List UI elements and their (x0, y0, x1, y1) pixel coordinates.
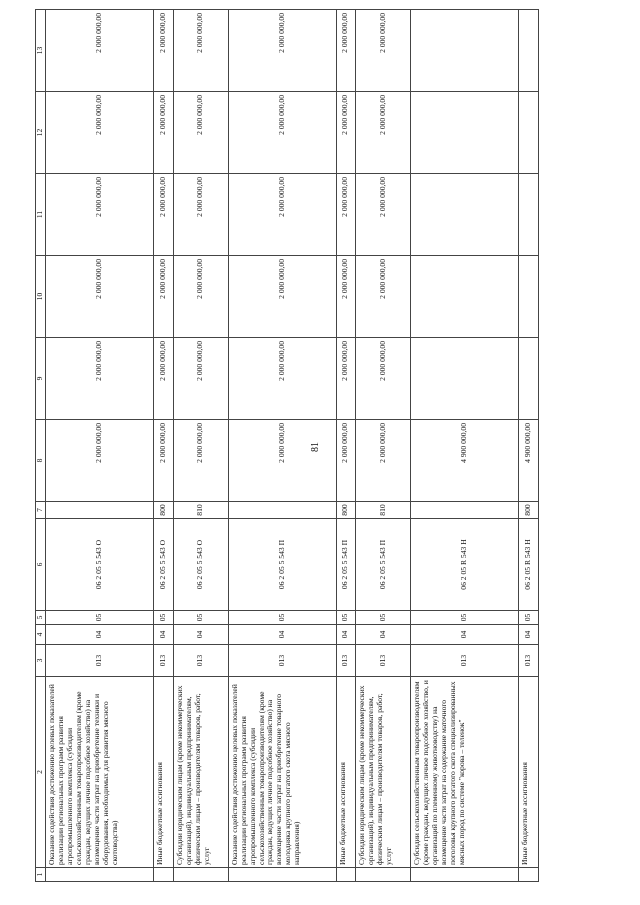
cell-code: 05 (153, 611, 173, 625)
table-row (356, 10, 411, 882)
cell-code: 013 (411, 645, 519, 677)
col-header: 8 (36, 420, 46, 502)
cell-code: 06 2 05 5 543 П (356, 519, 411, 611)
budget-table (35, 9, 539, 882)
cell-code: 04 (411, 625, 519, 645)
cell-amount: 2 000 000,00 (153, 10, 173, 92)
cell-code: 04 (356, 625, 411, 645)
cell-amount (411, 338, 519, 420)
table-row (411, 10, 519, 882)
cell-amount: 2 000 000,00 (153, 174, 173, 256)
col-header: 13 (36, 10, 46, 92)
cell-code: 06 2 05 5 543 О (153, 519, 173, 611)
cell-code: 05 (336, 611, 356, 625)
col-header: 1 (36, 868, 46, 882)
cell-code: 810 (173, 502, 228, 519)
col-header: 3 (36, 645, 46, 677)
cell-code: 06 2 05 R 543 Н (411, 519, 519, 611)
col-header: 12 (36, 92, 46, 174)
cell-code: 06 2 05 R 543 Н (519, 519, 539, 611)
cell-amount: 2 000 000,00 (46, 10, 154, 92)
table-row (153, 10, 173, 882)
cell-code: 04 (336, 625, 356, 645)
cell-amount (411, 92, 519, 174)
cell-amount: 2 000 000,00 (228, 92, 336, 174)
col-header: 4 (36, 625, 46, 645)
table-row (46, 10, 154, 882)
row-description: Оказание содействия достижению целевых показателей реализации региональных программ развития агропромышленного комплекса (субсидии сельскохозяйственным товаропроизводителям (кроме граждан, ведущих личное подсобное хозяйство) на возмещение части затрат на приобретение товарного молодняка крупного рогатого скота мясного направления) (228, 677, 336, 868)
cell-amount: 2 000 000,00 (46, 338, 154, 420)
cell-amount (411, 174, 519, 256)
cell-code: 05 (173, 611, 228, 625)
page-number: 81 (310, 442, 321, 452)
cell-code (228, 502, 336, 519)
cell-amount: 2 000 000,00 (228, 174, 336, 256)
cell-amount (519, 174, 539, 256)
cell-amount (519, 92, 539, 174)
cell-amount: 2 000 000,00 (356, 10, 411, 92)
col-header: 2 (36, 677, 46, 868)
cell-code: 05 (356, 611, 411, 625)
cell-code: 04 (153, 625, 173, 645)
table-row (519, 10, 539, 882)
cell-amount: 2 000 000,00 (173, 420, 228, 502)
cell-code: 800 (336, 502, 356, 519)
row-description: Иные бюджетные ассигнования (153, 677, 173, 868)
col-header: 11 (36, 174, 46, 256)
cell-amount: 2 000 000,00 (46, 420, 154, 502)
cell-code: 06 2 05 5 543 О (173, 519, 228, 611)
cell-code: 05 (519, 611, 539, 625)
table-row (228, 10, 336, 882)
table-row (173, 10, 228, 882)
cell-amount: 2 000 000,00 (173, 256, 228, 338)
cell-amount: 2 000 000,00 (153, 92, 173, 174)
cell-code: 04 (173, 625, 228, 645)
row-description: Оказание содействия достижению целевых показателей реализации региональных программ развития агропромышленного комплекса (субсидии сельскохозяйственным товаропроизводителям (кроме граждан, ведущих личное подсобное хозяйство) на возмещение части затрат на приобретение техники и оборудования, необходимых для развития мясного скотоводства) (46, 677, 154, 868)
cell-code: 05 (228, 611, 336, 625)
cell-code: 05 (46, 611, 154, 625)
cell-code: 810 (356, 502, 411, 519)
cell-amount: 2 000 000,00 (336, 338, 356, 420)
cell-code (46, 502, 154, 519)
header-row (36, 10, 46, 882)
cell-amount: 2 000 000,00 (228, 10, 336, 92)
col-header: 10 (36, 256, 46, 338)
cell-amount (411, 10, 519, 92)
cell-amount: 2 000 000,00 (336, 256, 356, 338)
cell-code (411, 502, 519, 519)
row-description: Субсидии юридическим лицам (кроме некоммерческих организаций), индивидуальным предпринимателям, физическим лицам – производителям товаров, работ, услуг (356, 677, 411, 868)
row-description: Субсидии сельскохозяйственным товаропроизводителям (кроме граждан, ведущих личное подсобное хозяйство, и организаций по племенному животноводству) на возмещение части затрат на содержание маточного поголовья крупного рогатого скота специализированных мясных пород по системе "корова – теленок" (411, 677, 519, 868)
cell-code: 013 (356, 645, 411, 677)
col-header: 6 (36, 519, 46, 611)
cell-code: 013 (519, 645, 539, 677)
cell-code: 04 (46, 625, 154, 645)
cell-amount: 2 000 000,00 (173, 338, 228, 420)
col-header: 7 (36, 502, 46, 519)
cell-amount: 2 000 000,00 (356, 338, 411, 420)
cell-amount: 2 000 000,00 (336, 174, 356, 256)
cell-code: 800 (153, 502, 173, 519)
cell-code: 06 2 05 5 543 О (46, 519, 154, 611)
cell-amount: 2 000 000,00 (173, 10, 228, 92)
rotated-table-wrapper (35, 10, 539, 882)
row-description: Иные бюджетные ассигнования (519, 677, 539, 868)
cell-amount: 2 000 000,00 (356, 92, 411, 174)
cell-code: 013 (46, 645, 154, 677)
cell-amount: 2 000 000,00 (336, 92, 356, 174)
cell-amount: 2 000 000,00 (153, 420, 173, 502)
cell-amount: 2 000 000,00 (46, 174, 154, 256)
cell-code: 013 (228, 645, 336, 677)
table-row (336, 10, 356, 882)
cell-amount: 2 000 000,00 (153, 338, 173, 420)
cell-amount: 2 000 000,00 (356, 420, 411, 502)
cell-amount: 4 900 000,00 (411, 420, 519, 502)
cell-code: 04 (228, 625, 336, 645)
cell-amount: 2 000 000,00 (228, 338, 336, 420)
col-header: 9 (36, 338, 46, 420)
cell-amount: 2 000 000,00 (356, 174, 411, 256)
cell-amount: 2 000 000,00 (173, 174, 228, 256)
cell-amount: 2 000 000,00 (228, 420, 336, 502)
row-description: Субсидии юридическим лицам (кроме некоммерческих организаций), индивидуальным предпринимателям, физическим лицам – производителям товаров, работ, услуг (173, 677, 228, 868)
cell-amount: 2 000 000,00 (46, 256, 154, 338)
cell-amount: 4 900 000,00 (519, 420, 539, 502)
cell-amount: 2 000 000,00 (336, 420, 356, 502)
cell-code: 06 2 05 5 543 П (336, 519, 356, 611)
col-header: 5 (36, 611, 46, 625)
cell-amount: 2 000 000,00 (356, 256, 411, 338)
cell-amount (519, 10, 539, 92)
cell-amount: 2 000 000,00 (46, 92, 154, 174)
cell-code: 013 (153, 645, 173, 677)
cell-code: 04 (519, 625, 539, 645)
cell-code: 013 (173, 645, 228, 677)
cell-amount (411, 256, 519, 338)
cell-code: 800 (519, 502, 539, 519)
cell-code: 013 (336, 645, 356, 677)
cell-amount: 2 000 000,00 (228, 256, 336, 338)
row-description: Иные бюджетные ассигнования (336, 677, 356, 868)
cell-amount: 2 000 000,00 (153, 256, 173, 338)
cell-code: 05 (411, 611, 519, 625)
cell-amount: 2 000 000,00 (336, 10, 356, 92)
cell-amount (519, 256, 539, 338)
cell-amount (519, 338, 539, 420)
cell-amount: 2 000 000,00 (173, 92, 228, 174)
cell-code: 06 2 05 5 543 П (228, 519, 336, 611)
